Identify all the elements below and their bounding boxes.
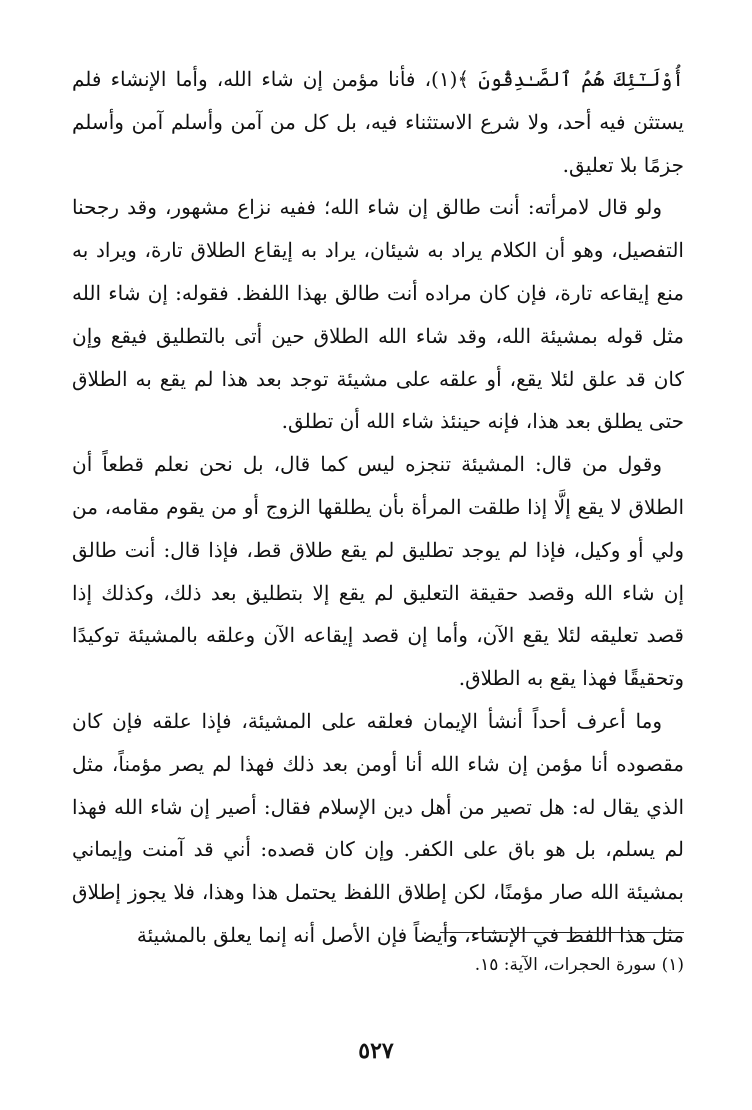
paragraph-4: وما أعرف أحداً أنشأ الإيمان فعلقه على المشيئة، فإذا علقه فإن كان مقصوده أنا مؤمن إن شاء الله أنا أومن بعد ذلك فهذا لم يصر مؤمناً، مثل الذي يقال له: هل تصير من أهل دين الإسلام فقال: أصير إن شاء الله فهذا لم يسلم، بل هو باق على الكفر. وإن كان قصده: أني قد آمنت وإيماني بمشيئة الله صار مؤمنًا، لكن إطلاق اللفظ يحتمل هذا وهذا، فلا يجوز إطلاق مثل هذا اللفظ في الإنشاء، وأيضاً فإن الأصل أنه إنما يعلق بالمشيئة [72,708,684,947]
footnote: (١) سورة الحجرات، الآية: ١٥. [474,955,684,975]
main-text-block [72,58,684,957]
footnote-separator [440,932,684,933]
paragraph-3: وقول من قال: المشيئة تنجزه ليس كما قال، بل نحن نعلم قطعاً أن الطلاق لا يقع إلَّا إذا طلقت المرأة بأن يطلقها الزوج أو من يقوم مقامه، من ولي أو وكيل، فإذا لم يوجد تطليق لم يقع طلاق قط، فإذا قال: أنت طالق إن شاء الله وقصد حقيقة التعليق لم يقع إلا بتطليق بعد ذلك، وكذلك إذا قصد تعليقه لئلا يقع الآن، وأما إن قصد إيقاعه الآن وعلقه بالمشيئة توكيدًا وتحقيقًا فهذا يقع به الطلاق. [72,452,684,691]
page-number: ٥٢٧ [358,1038,394,1064]
paragraph-2: ولو قال لامرأته: أنت طالق إن شاء الله؛ ففيه نزاع مشهور، وقد رجحنا التفصيل، وهو أن الكلام يراد به شيئان، يراد به إيقاع الطلاق تارة، ويراد به منع إيقاعه تارة، فإن كان مراده أنت طالق بهذا اللفظ. فقوله: إن شاء الله مثل قوله بمشيئة الله، وقد شاء الله الطلاق حين أتى بالتطليق فيقع وإن كان قد علق لئلا يقع، أو علقه على مشيئة توجد بعد هذا لم يقع به الطلاق حتى يطلق بعد هذا، فإنه حينئذ شاء الله أن تطلق. [72,195,684,434]
paragraph-1: أُوْلَـٰٓئِكَ هُمُ ٱلصَّـٰدِقُونَ ﴾(١)، فأنا مؤمن إن شاء الله، وأما الإنشاء فلم يستثن فيه أحد، ولا شرع الاستثناء فيه، بل كل من آمن وأسلم آمن وأسلم جزمًا بلا تعليق. [72,67,685,177]
